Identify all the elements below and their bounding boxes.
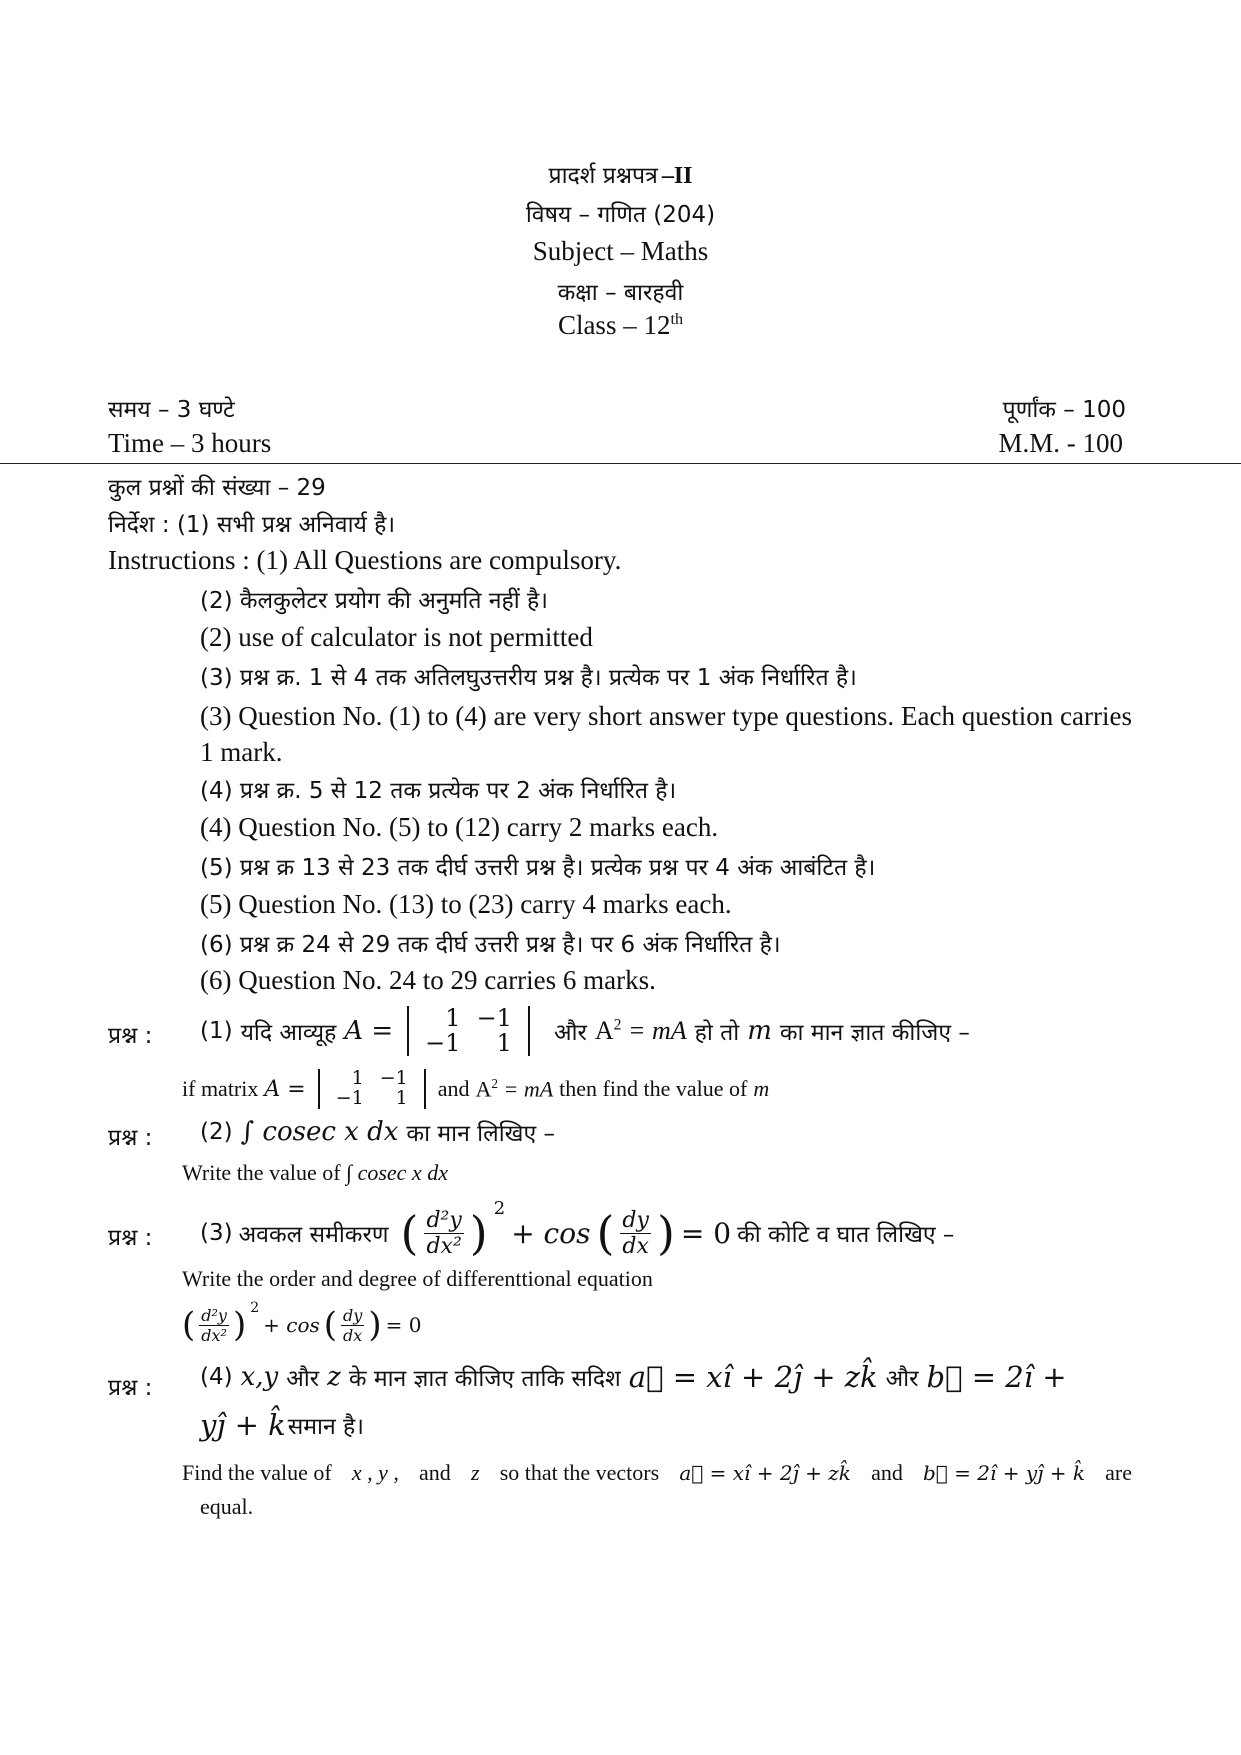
question-1-hindi: (1) यदि आव्यूह A = 1 −1 −1 1 और $A^2$ = mA हो तो m का मान ज्ञात कीजिए – <box>200 1003 970 1057</box>
instruction-5-english: (5) Question No. (13) to (23) carry 4 marks each. <box>200 889 732 919</box>
instruction-6-hindi: (6) प्रश्न क्र 24 से 29 तक दीर्घ उत्तरी प्रश्न है। पर 6 अंक निर्धारित है। <box>200 932 781 958</box>
instruction-2-hindi: (2) कैलकुलेटर प्रयोग की अनुमति नहीं है। <box>200 588 548 614</box>
question-4-hindi-line1: (4) x,y और z के मान ज्ञात कीजिए ताकि सदिश a⃗ = xî + 2ĵ + zk̂ और b⃗ = 2î + <box>200 1360 1067 1394</box>
question-3-english: Write the order and degree of differenttional equation <box>182 1266 653 1291</box>
marks-english: M.M. - 100 <box>998 428 1123 458</box>
question-4-english: Find the value of x , y , and z so that the vectors a⃗ = xî + 2ĵ + zk̂ and b⃗ = 2î + yĵ + k̂ are <box>182 1460 1132 1485</box>
second-derivative: $\frac{\text{d²y}}{\text{dx²}}$ <box>426 1207 462 1259</box>
subject-english: Subject – Maths <box>532 236 709 266</box>
question-label: प्रश्न : <box>108 1125 153 1151</box>
matrix-a: 1 −1 −1 1 <box>407 1006 530 1056</box>
question-label: प्रश्न : <box>108 1225 153 1251</box>
class-english: Class – 12th <box>557 310 684 340</box>
time-english: Time – 3 hours <box>108 428 272 458</box>
instruction-4-english: (4) Question No. (5) to (12) carry 2 marks each. <box>200 812 719 842</box>
question-4-english-end: equal. <box>200 1494 254 1519</box>
instruction-2-english: (2) use of calculator is not permitted <box>200 622 593 652</box>
marks-hindi: पूर्णांक – 100 <box>1002 397 1126 423</box>
paper-title: प्रादर्श प्रश्नपत्र –II <box>548 163 693 189</box>
matrix-a-small: 1 −1 −1 1 <box>318 1069 426 1109</box>
question-label: प्रश्न : <box>108 1375 153 1401</box>
question-1-english: if matrix A = 1 −1 −1 1 and $A^2$ = mA then find the value of m <box>182 1067 770 1109</box>
instruction-5-hindi: (5) प्रश्न क्र 13 से 23 तक दीर्घ उत्तरी प्रश्न है। प्रत्येक प्रश्न पर 4 अंक आबंटित है। <box>200 855 876 881</box>
time-hindi: समय – 3 घण्टे <box>108 397 235 423</box>
question-3-equation: ( $\frac{\text{d²y}}{\text{dx²}}$ ) 2 + cos ( $\frac{dy}{dx}$ ) = 0 <box>182 1300 422 1345</box>
total-questions: कुल प्रश्नों की संख्या – 29 <box>108 475 326 501</box>
question-4-hindi-line2: yĵ + k̂ समान है। <box>200 1408 364 1442</box>
question-3-hindi: (3) अवकल समीकरण ( $\frac{\text{d²y}}{\text{dx²}}$ ) 2 + cos ( $\frac{dy}{dx}$ ) = 0 की कोटि व घात लिखिए – <box>200 1198 955 1260</box>
instruction-1-english: Instructions : (1) All Questions are compulsory. <box>108 545 622 575</box>
divider <box>0 463 1241 464</box>
class-hindi: कक्षा – बारहवी <box>557 280 684 306</box>
instruction-3-hindi: (3) प्रश्न क्र. 1 से 4 तक अतिलघुउत्तरीय प्रश्न है। प्रत्येक पर 1 अंक निर्धारित है। <box>200 665 857 691</box>
question-2-english: Write the value of ∫ cosec x dx <box>182 1160 448 1185</box>
subject-hindi: विषय – गणित (204) <box>525 202 716 228</box>
question-label: प्रश्न : <box>108 1023 153 1049</box>
instruction-4-hindi: (4) प्रश्न क्र. 5 से 12 तक प्रत्येक पर 2 अंक निर्धारित है। <box>200 778 677 804</box>
instruction-3-english: (3) Question No. (1) to (4) are very short answer type questions. Each question carries 1 mark. <box>200 701 1132 767</box>
first-derivative: $\frac{dy}{dx}$ <box>622 1207 649 1259</box>
instruction-1-hindi: निर्देश : (1) सभी प्रश्न अनिवार्य है। <box>108 512 396 538</box>
instruction-6-english: (6) Question No. 24 to 29 carries 6 marks. <box>200 965 656 995</box>
question-2-hindi: (2) ∫ cosec x dx का मान लिखिए – <box>200 1117 555 1147</box>
